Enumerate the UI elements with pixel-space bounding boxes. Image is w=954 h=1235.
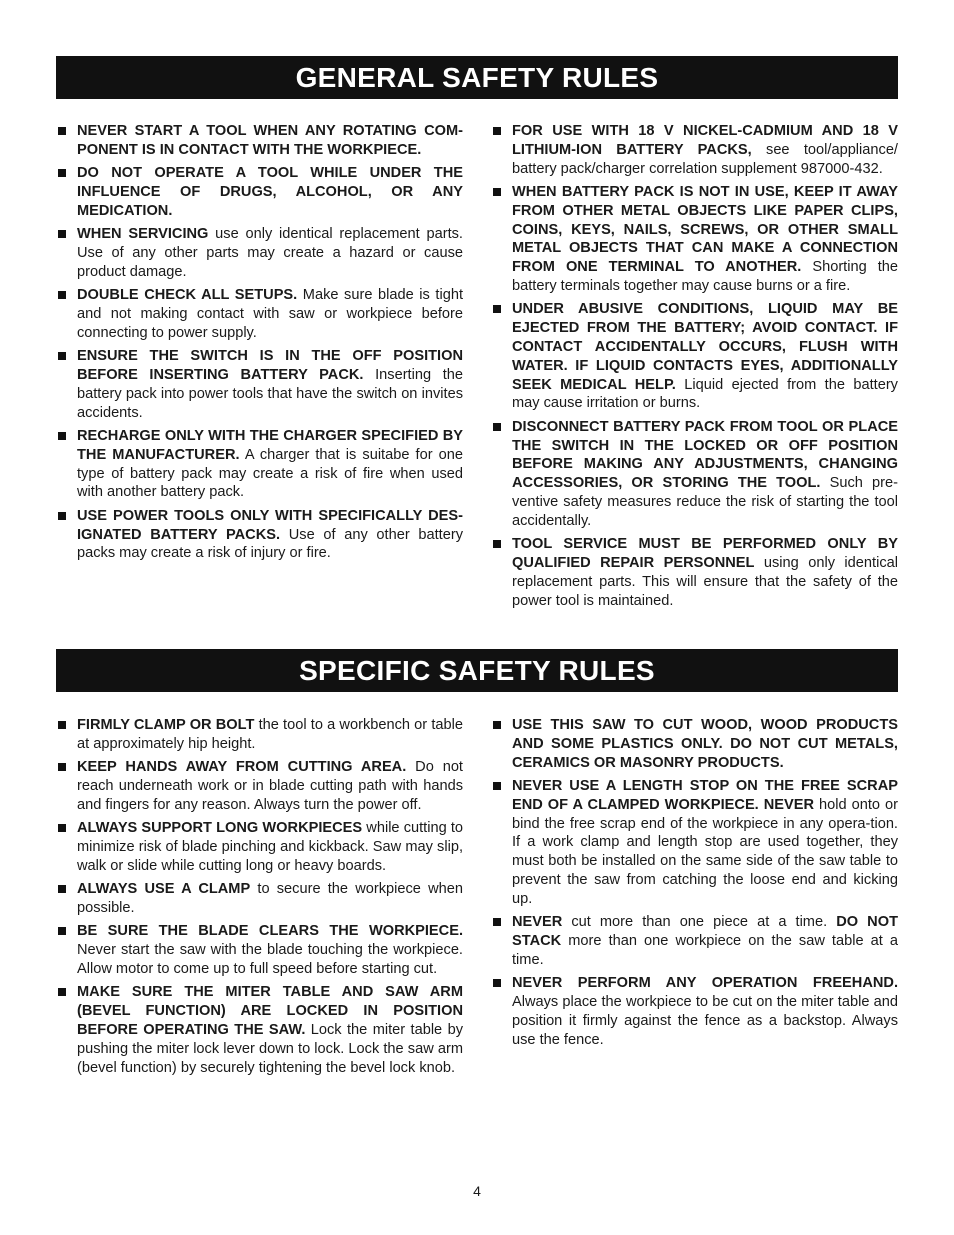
square-bullet-icon [58,352,66,360]
square-bullet-icon [58,988,66,996]
general-safety-rules-title: GENERAL SAFETY RULES [295,61,659,93]
rule-item [56,286,463,342]
rule-item [491,183,898,296]
rule-emphasis: DISCONNECT BATTERY PACK FROM TOOL OR PLACE THE SWITCH IN THE LOCKED OR OFF POSITION BEFORE MAKING ANY ADJUSTMENTS, CHANGING ACCESSORIES, OR STORING THE TOOL. [512,418,898,492]
rule-emphasis: WHEN SERVICING [77,226,209,243]
rule-emphasis: DO NOT STACK [512,914,898,949]
rule-emphasis: FOR USE WITH 18 V NICKEL-CADMIUM AND 18 V LITHIUM-ION BATTERY PACKS, [512,123,898,158]
rule-text: using only identical replacement parts. This will ensure that the safety of the power tool is maintained. [512,554,898,609]
rule-item [56,716,463,754]
rule-text: while cutting to minimize risk of blade pinching and kickback. Saw may slip, walk or slide while cutting long or heavy boards. [77,820,464,874]
rule-emphasis: ALWAYS SUPPORT LONG WORKPIECES [77,820,363,837]
square-bullet-icon [58,127,66,135]
rule-emphasis: WHEN BATTERY PACK IS NOT IN USE, KEEP IT AWAY FROM OTHER METAL OBJECTS LIKE PAPER CLIPS, COINS, KEYS, NAILS, SCREWS, OR OTHER SMALL METAL OBJECTS THAT CAN MAKE A CONNECTION FROM ONE TERMINAL TO ANOTHER. [512,183,898,276]
rule-emphasis: DOUBLE CHECK ALL SETUPS. [77,287,298,304]
square-bullet-icon [493,423,501,431]
rule-text: use only identical replacement parts. Use of any other parts may create a hazard or cause product damage. [77,226,463,280]
rule-item [491,122,898,178]
square-bullet-icon [58,927,66,935]
rule-text: hold onto or bind the free scrap end of the workpiece in any opera-tion. If a work clamp and length stop are used together, they must both be installed on the same side of the saw table to prevent the saw from catching the loose end and kicking up. [512,796,898,907]
square-bullet-icon [58,230,66,238]
rule-text: Never start the saw with the blade touching the workpiece. Allow motor to come up to full speed before starting cut. [77,942,463,977]
square-bullet-icon [58,432,66,440]
rule-emphasis: NEVER PERFORM ANY OPERATION FREEHAND. [512,975,898,992]
square-bullet-icon [58,721,66,729]
rule-text: Shorting the battery terminals together may cause burns or a fire. [512,259,898,294]
rule-text: Always place the workpiece to be cut on the miter table and position it firmly against the fence as a backstop. Always use the fence. [512,993,898,1048]
general-safety-rules-banner [56,56,898,99]
rule-item [56,880,463,918]
rule-emphasis: NEVER USE A LENGTH STOP ON THE FREE SCRAP END OF A CLAMPED WORKPIECE. NEVER [512,777,898,813]
rule-emphasis: BE SURE THE BLADE CLEARS THE WORKPIECE. [77,923,463,940]
rule-emphasis: NEVER [512,914,563,931]
rule-emphasis: TOOL SERVICE MUST BE PERFORMED ONLY BY QUALIFIED REPAIR PERSONNEL [512,536,898,571]
rule-emphasis: FIRMLY CLAMP OR BOLT [77,717,255,733]
rule-text: cut more than one piece at a time. [562,914,837,931]
rule-text: see tool/appliance/ battery pack/charger correlation supplement 987000-432. [512,141,898,177]
rule-item [491,777,898,909]
square-bullet-icon [493,782,501,790]
rule-item [56,983,463,1077]
square-bullet-icon [58,763,66,771]
rule-text: Lock the miter table by pushing the miter lock lever down to lock. Lock the saw arm (bevel function) by securely tightening the bevel lock knob. [77,1021,463,1076]
general-rules-left-column [56,122,463,568]
rule-text: more than one workpiece on the saw table at a time. [512,932,898,968]
rule-emphasis: UNDER ABUSIVE CONDITIONS, LIQUID MAY BE EJECTED FROM THE BATTERY; AVOID CONTACT. IF CONTACT ACCIDENTALLY OCCURS, FLUSH WITH WATER. IF LIQUID CONTACTS EYES, ADDITIONALLY SEEK MEDICAL HELP. [512,301,898,393]
rule-text: Liquid ejected from the battery may cause irritation or burns. [512,376,898,412]
rule-item [56,225,463,281]
square-bullet-icon [493,979,501,987]
square-bullet-icon [58,885,66,893]
rule-emphasis: USE THIS SAW TO CUT WOOD, WOOD PRODUCTS AND SOME PLASTICS ONLY. DO NOT CUT METALS, CERAMICS OR MASONRY PRODUCTS. [512,717,898,771]
square-bullet-icon [493,188,501,196]
rule-item [56,122,463,160]
rule-emphasis: ALWAYS USE A CLAMP [77,881,251,898]
rule-item [56,347,463,422]
rule-item [56,507,463,563]
rule-item [491,535,898,610]
rule-emphasis: KEEP HANDS AWAY FROM CUTTING AREA. [77,759,407,776]
rule-item [491,913,898,969]
square-bullet-icon [58,824,66,832]
rule-item [56,427,463,502]
rule-emphasis: MAKE SURE THE MITER TABLE AND SAW ARM (BEVEL FUNCTION) ARE LOCKED IN POSITION BEFORE OPERATING THE SAW. [77,984,463,1038]
rule-item [491,974,898,1049]
general-rules-right-column [491,122,898,615]
specific-rules-left-column [56,716,463,1082]
square-bullet-icon [493,540,501,548]
rule-text: Inserting the battery pack into power tools that have the switch on invites accidents. [77,366,463,421]
rule-text: to secure the workpiece when possible. [77,881,463,916]
specific-rules-right-column [491,716,898,1054]
rule-emphasis: NEVER START A TOOL WHEN ANY ROTATING COM-PONENT IS IN CONTACT WITH THE WORKPIECE. [77,123,463,158]
rule-emphasis: ENSURE THE SWITCH IS IN THE OFF POSITION BEFORE INSERTING BATTERY PACK. [77,348,463,383]
square-bullet-icon [493,918,501,926]
rule-item [491,716,898,772]
square-bullet-icon [493,305,501,313]
rule-text: Such pre-ventive safety measures reduce the risk of starting the tool accidentally. [512,475,898,529]
rule-item [491,418,898,531]
square-bullet-icon [493,721,501,729]
rule-text: Do not reach underneath work or in blade cutting path with hands and fingers for any reason. Always turn the power off. [77,759,463,813]
rule-item [56,758,463,814]
square-bullet-icon [58,169,66,177]
square-bullet-icon [58,291,66,299]
rule-text: A charger that is suitabe for one type of battery pack may create a risk of fire when used with another battery pack. [77,446,463,501]
rule-text: the tool to a workbench or table at approximately hip height. [77,717,463,752]
rule-item [491,300,898,413]
rule-item [56,819,463,875]
specific-safety-rules-banner [56,649,898,692]
rule-item [56,922,463,978]
page-number: 4 [473,1183,481,1199]
rule-emphasis: DO NOT OPERATE A TOOL WHILE UNDER THE INFLUENCE OF DRUGS, ALCOHOL, OR ANY MEDICATION. [77,165,463,219]
rule-emphasis: RECHARGE ONLY WITH THE CHARGER SPECIFIED BY THE MANUFACTURER. [77,427,463,463]
square-bullet-icon [58,512,66,520]
specific-safety-rules-title: SPECIFIC SAFETY RULES [299,654,655,686]
rule-item [56,164,463,220]
rule-text: Use of any other battery packs may create a risk of injury or fire. [77,526,463,562]
rule-emphasis: USE POWER TOOLS ONLY WITH SPECIFICALLY DES-IGNATED BATTERY PACKS. [77,507,463,543]
rule-text: Make sure blade is tight and not making contact with saw or workpiece before connecting to power supply. [77,287,463,341]
square-bullet-icon [493,127,501,135]
